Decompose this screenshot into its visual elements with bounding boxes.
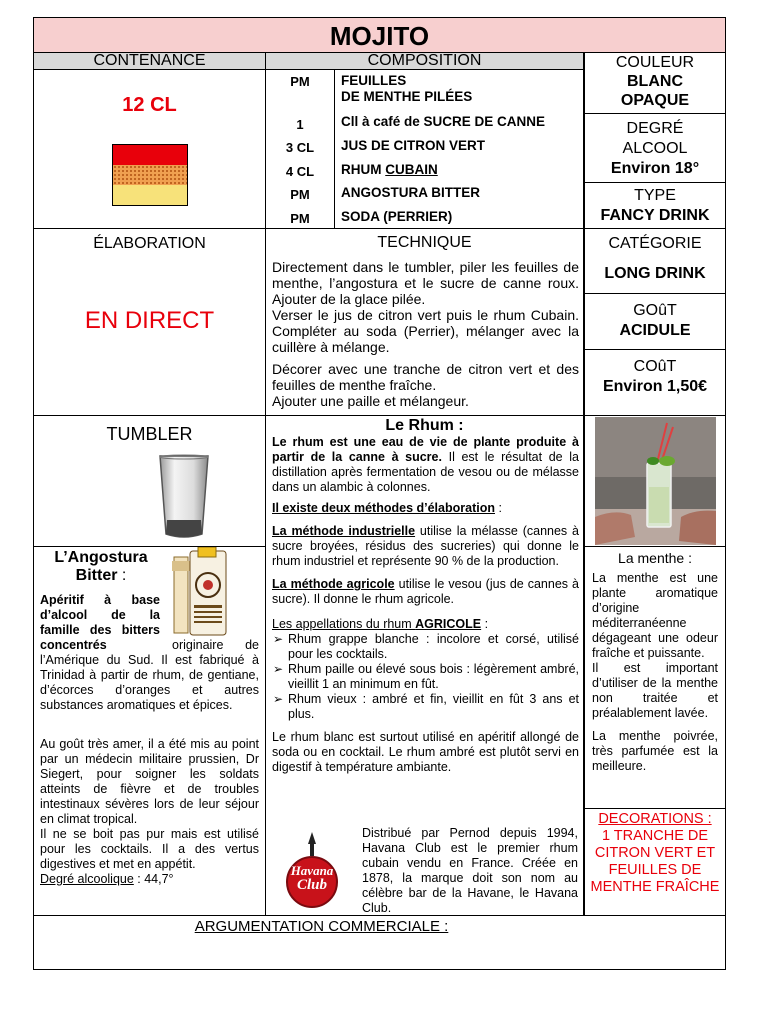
layer-red <box>113 145 187 166</box>
rhum-text <box>272 435 579 775</box>
categorie-value: LONG DRINK <box>604 265 706 282</box>
angostura-title-2: Bitter <box>75 567 118 584</box>
gout-value: ACIDULE <box>619 322 691 339</box>
couleur-value-2: OPAQUE <box>620 92 690 109</box>
rhum-m1-label: La méthode industrielle <box>272 524 416 538</box>
header-contenance-label: CONTENANCE <box>93 52 206 69</box>
qty-4: 4 CL <box>285 164 315 179</box>
elaboration-value: EN DIRECT <box>84 307 215 334</box>
havana-club-text: Distribué par Pernod depuis 1994, Havana Club est le premier rhum cubain vendu en France. Créée en 1878, la marque doit son nom au célèbre bar de la Havane, le Havana Club. <box>362 826 578 915</box>
qty-6: PM <box>290 211 310 226</box>
type-cell <box>584 182 726 229</box>
rhum-intro-rest: Il est le résultat de la distillation après fermentation de vesou ou de mélasse dans un alambic à colonnes. <box>272 450 579 494</box>
technique-text <box>272 259 579 409</box>
verre-cell <box>33 415 266 547</box>
angostura-p1: originaire de l’Amérique du Sud. Il est fabriqué à Trinidad à partir de rhum, de gentiane, d’écorces d’oranges et autres substances aromatiques et épices. <box>40 638 259 712</box>
rhum-m2-label: La méthode agricole <box>272 577 395 591</box>
angostura-degre-label: Degré alcoolique <box>40 872 134 886</box>
havana-club-logo-text <box>272 863 352 893</box>
rhum-intro-bold: Le rhum est une eau de vie de plante produite à partir de la canne à sucre. <box>272 435 579 464</box>
angostura-bold-text: Apéritif à base d’alcool de la famille des bitters concentrés <box>40 593 160 652</box>
rhum-methods-title: Il existe deux méthodes d’élaboration <box>272 501 495 515</box>
ingredient-5: ANGOSTURA BITTER <box>341 185 480 200</box>
ingredient-4 <box>341 162 438 177</box>
header-composition <box>265 52 584 70</box>
menthe-p2: Il est important d’utiliser de la menthe non traitée et préalablement lavée. <box>592 661 718 720</box>
angostura-p3: Il ne se boit pas pur mais est utilisé pour les cocktails. Il a des vertus digestives et met en appétit. <box>40 827 259 871</box>
title-banner <box>33 17 726 53</box>
angostura-p2: Au goût très amer, il a été mis au point par un médecin militaire prussien, Dr Siegert, pour soigner les soldats atteints de fièvre et de troubles intestinaux sévères lors de leur séjour en climat tropical. <box>40 737 259 826</box>
degre-label-1: DEGRÉ <box>626 120 684 137</box>
elaboration-cell <box>33 228 266 416</box>
composition-cell <box>265 69 584 229</box>
categorie-label: CATÉGORIE <box>608 235 702 252</box>
qty-3: 3 CL <box>285 140 315 155</box>
degre-label-2: ALCOOL <box>622 140 688 157</box>
technique-p3: Décorer avec une tranche de citron vert et des feuilles de menthe fraîche. <box>272 361 579 393</box>
cout-value: Environ 1,50€ <box>602 378 708 395</box>
technique-p1: Directement dans le tumbler, piler les feuilles de menthe, l’angostura et le sucre de canne roux. Ajouter de la glace pilée. <box>272 259 579 307</box>
menthe-title: La menthe : <box>618 550 692 566</box>
ingredient-1-line2: DE MENTHE PILÉES <box>341 89 473 104</box>
ingredient-4-prefix: RHUM <box>341 162 386 177</box>
cout-label: COûT <box>633 358 677 375</box>
rhum-m2-text: utilise le vesou (jus de cannes à sucre). Il donne le rhum agricole. <box>272 577 579 606</box>
technique-p4: Ajouter une paille et mélangeur. <box>272 393 469 409</box>
gout-label: GOûT <box>633 302 677 319</box>
header-contenance <box>33 52 266 70</box>
angostura-bottle-image <box>168 547 232 637</box>
decorations-label: DECORATIONS : <box>598 811 712 827</box>
menthe-text <box>592 571 718 774</box>
menthe-p3: La menthe poivrée, très parfumée est la meilleure. <box>592 729 718 773</box>
degre-value: Environ 18° <box>610 160 700 177</box>
technique-cell <box>265 228 584 416</box>
argumentation-label: ARGUMENTATION COMMERCIALE : <box>194 918 449 935</box>
glass-layers-icon <box>112 144 188 206</box>
angostura-degre-value: : 44,7° <box>133 872 174 886</box>
menthe-p1: La menthe est une plante aromatique d’origine méditerranéenne dégageant une odeur fraîche et puissante. <box>592 571 718 660</box>
decorations-cell <box>584 808 726 916</box>
ingredient-3: JUS DE CITRON VERT <box>341 138 486 153</box>
rhum-m1-text: utilise la mélasse (cannes à sucre broyées, résidus des sucreries) qui donne le rhum industriel et représente 90 % de la production. <box>272 524 579 568</box>
composition-divider <box>334 70 335 228</box>
menthe-cell <box>584 546 726 809</box>
contenance-cell <box>33 69 266 229</box>
rhum-list-item: ➢ Rhum vieux : ambré et fin, vieillit en fût 3 ans et plus. <box>288 692 579 722</box>
qty-1: PM <box>290 74 310 89</box>
ingredient-2: Cll à café de SUCRE DE CANNE <box>341 114 546 129</box>
contenance-value: 12 CL <box>122 94 177 116</box>
tumbler-glass-icon <box>158 454 210 540</box>
mojito-photo-image <box>595 417 716 545</box>
ingredient-4-underlined: CUBAIN <box>385 162 438 177</box>
couleur-label: COULEUR <box>615 54 695 71</box>
havana-club-logo <box>272 830 352 908</box>
havana-logo-line2: Club <box>296 877 327 893</box>
photo-cell <box>584 415 726 547</box>
rhum-title: Le Rhum : <box>385 417 464 434</box>
layer-yellow <box>113 185 187 205</box>
page-title: MOJITO <box>329 21 430 51</box>
angostura-text <box>40 737 259 887</box>
technique-p2: Verser le jus de citron vert puis le rhum Cubain. Compléter au soda (Perrier), mélanger avec la cuillère à mélange. <box>272 307 579 355</box>
rhum-appellations-prefix: Les appellations du rhum <box>272 617 416 631</box>
technique-label: TECHNIQUE <box>377 234 472 251</box>
type-label: TYPE <box>634 187 676 204</box>
ingredient-1 <box>341 73 472 105</box>
ingredient-6: SODA (PERRIER) <box>341 209 453 224</box>
qty-5: PM <box>290 187 310 202</box>
type-value: FANCY DRINK <box>600 207 710 224</box>
rhum-cell <box>265 415 584 916</box>
angostura-title <box>36 549 166 585</box>
verre-label: TUMBLER <box>106 424 193 444</box>
rhum-usage: Le rhum blanc est surtout utilisé en apéritif allongé de soda ou en cocktail. Le rhum ambré est plutôt servi en digestif à température ambiante. <box>272 730 579 774</box>
decorations-value: 1 TRANCHE DE CITRON VERT ET FEUILLES DE MENTHE FRAÎCHE <box>590 828 720 895</box>
header-composition-label: COMPOSITION <box>367 52 482 69</box>
ingredient-1-line1: FEUILLES <box>341 73 407 88</box>
rhum-methods-suffix: : <box>494 501 502 515</box>
havana-logo-line1: Havana <box>290 863 334 878</box>
layer-orange <box>113 165 187 186</box>
rhum-list-item: ➢ Rhum paille ou élevé sous bois : légèrement ambré, vieillit 1 an minimum en fût. <box>288 662 579 692</box>
angostura-title-suffix: : <box>117 567 127 584</box>
angostura-cell <box>33 546 266 916</box>
rhum-appellations-bold: AGRICOLE <box>415 617 482 631</box>
rhum-appellations-suffix: : <box>481 617 489 631</box>
argumentation-cell <box>33 915 726 970</box>
cout-cell <box>584 349 726 416</box>
couleur-cell <box>584 52 726 114</box>
qty-2: 1 <box>296 117 304 132</box>
angostura-title-1: L’Angostura <box>54 549 148 566</box>
degre-cell <box>584 113 726 183</box>
gout-cell <box>584 293 726 350</box>
categorie-cell <box>584 228 726 294</box>
couleur-value-1: BLANC <box>627 73 683 90</box>
elaboration-label: ÉLABORATION <box>93 235 206 252</box>
rhum-list-item: ➢ Rhum grappe blanche : incolore et corsé, utilisé pour les cocktails. <box>288 632 579 662</box>
